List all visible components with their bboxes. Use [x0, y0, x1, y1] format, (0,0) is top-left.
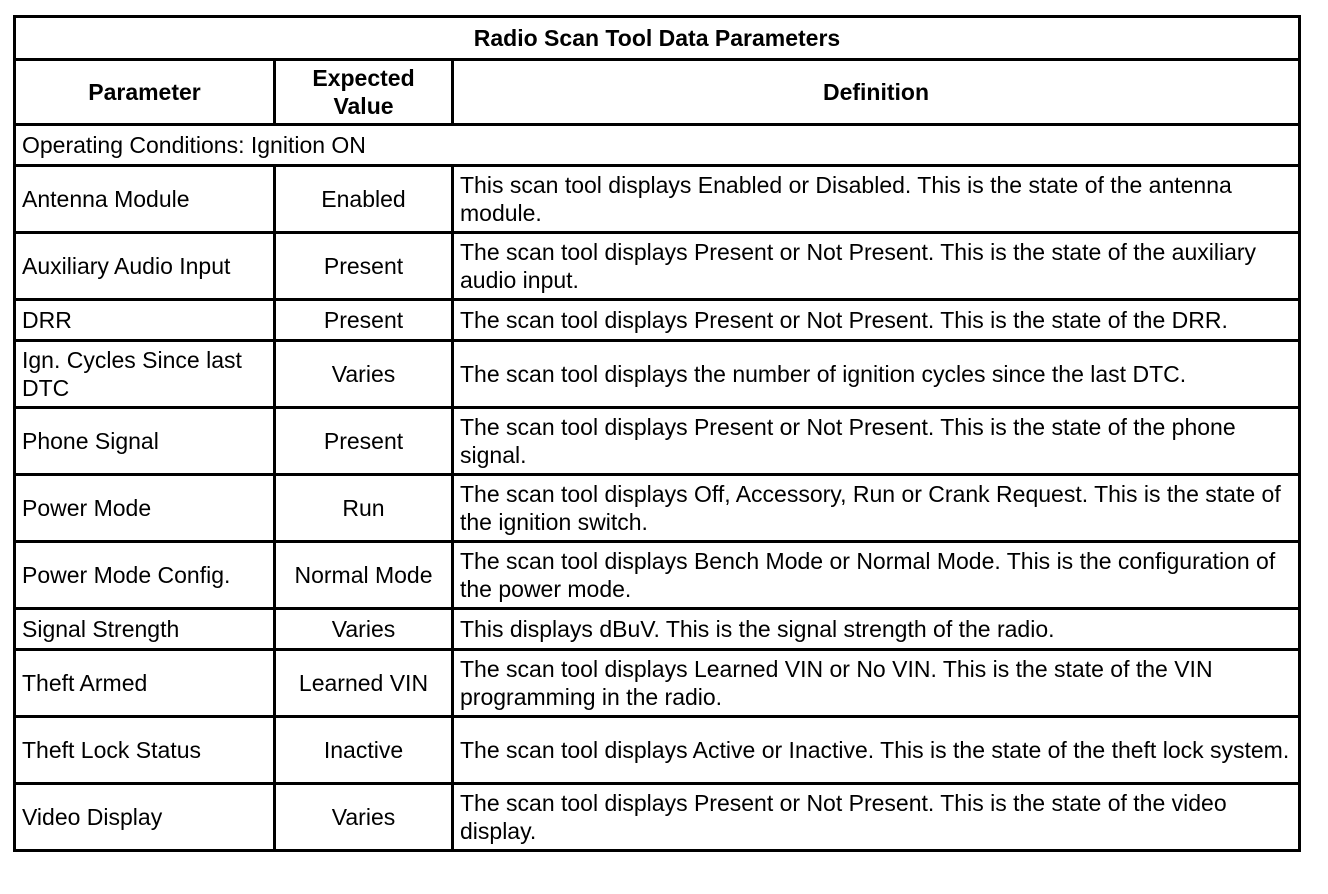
table-row [15, 233, 1300, 300]
table-row [15, 300, 1300, 341]
expected-value-cell: Enabled [275, 166, 453, 233]
parameter-cell: Video Display [15, 784, 275, 851]
definition-cell: The scan tool displays Present or Not Present. This is the state of the phone signal. [453, 408, 1300, 475]
column-header-definition: Definition [453, 60, 1300, 125]
parameter-cell: Power Mode Config. [15, 542, 275, 609]
expected-value-cell: Learned VIN [275, 650, 453, 717]
parameter-cell: DRR [15, 300, 275, 341]
parameter-cell: Auxiliary Audio Input [15, 233, 275, 300]
definition-cell: This displays dBuV. This is the signal strength of the radio. [453, 609, 1300, 650]
expected-value-cell: Varies [275, 341, 453, 408]
scan-tool-data-table [13, 15, 1301, 852]
table-row [15, 542, 1300, 609]
parameter-cell: Antenna Module [15, 166, 275, 233]
expected-value-cell: Varies [275, 784, 453, 851]
definition-cell: The scan tool displays Learned VIN or No VIN. This is the state of the VIN programming in the radio. [453, 650, 1300, 717]
expected-value-cell: Normal Mode [275, 542, 453, 609]
column-header-parameter: Parameter [15, 60, 275, 125]
table-row [15, 784, 1300, 851]
definition-cell: The scan tool displays Active or Inactive. This is the state of the theft lock system. [453, 717, 1300, 784]
parameter-cell: Phone Signal [15, 408, 275, 475]
parameter-cell: Signal Strength [15, 609, 275, 650]
table-row [15, 609, 1300, 650]
table-row [15, 717, 1300, 784]
operating-conditions: Operating Conditions: Ignition ON [15, 125, 1300, 166]
definition-cell: The scan tool displays the number of ignition cycles since the last DTC. [453, 341, 1300, 408]
definition-cell: The scan tool displays Present or Not Present. This is the state of the video display. [453, 784, 1300, 851]
table-row [15, 341, 1300, 408]
expected-value-cell: Inactive [275, 717, 453, 784]
table-header-row [15, 60, 1300, 125]
expected-value-cell: Run [275, 475, 453, 542]
parameter-cell: Theft Armed [15, 650, 275, 717]
expected-value-cell: Present [275, 408, 453, 475]
table-row [15, 408, 1300, 475]
expected-value-cell: Varies [275, 609, 453, 650]
definition-cell: The scan tool displays Present or Not Present. This is the state of the auxiliary audio input. [453, 233, 1300, 300]
parameter-cell: Theft Lock Status [15, 717, 275, 784]
table-title-row [15, 17, 1300, 60]
definition-cell: The scan tool displays Bench Mode or Normal Mode. This is the configuration of the power mode. [453, 542, 1300, 609]
parameter-cell: Power Mode [15, 475, 275, 542]
expected-value-cell: Present [275, 233, 453, 300]
table-row [15, 650, 1300, 717]
table-row [15, 475, 1300, 542]
parameter-cell: Ign. Cycles Since last DTC [15, 341, 275, 408]
expected-value-cell: Present [275, 300, 453, 341]
operating-conditions-row [15, 125, 1300, 166]
definition-cell: The scan tool displays Off, Accessory, Run or Crank Request. This is the state of the ignition switch. [453, 475, 1300, 542]
table-title: Radio Scan Tool Data Parameters [15, 17, 1300, 60]
table-row [15, 166, 1300, 233]
definition-cell: The scan tool displays Present or Not Present. This is the state of the DRR. [453, 300, 1300, 341]
column-header-expected-value: Expected Value [275, 60, 453, 125]
definition-cell: This scan tool displays Enabled or Disabled. This is the state of the antenna module. [453, 166, 1300, 233]
